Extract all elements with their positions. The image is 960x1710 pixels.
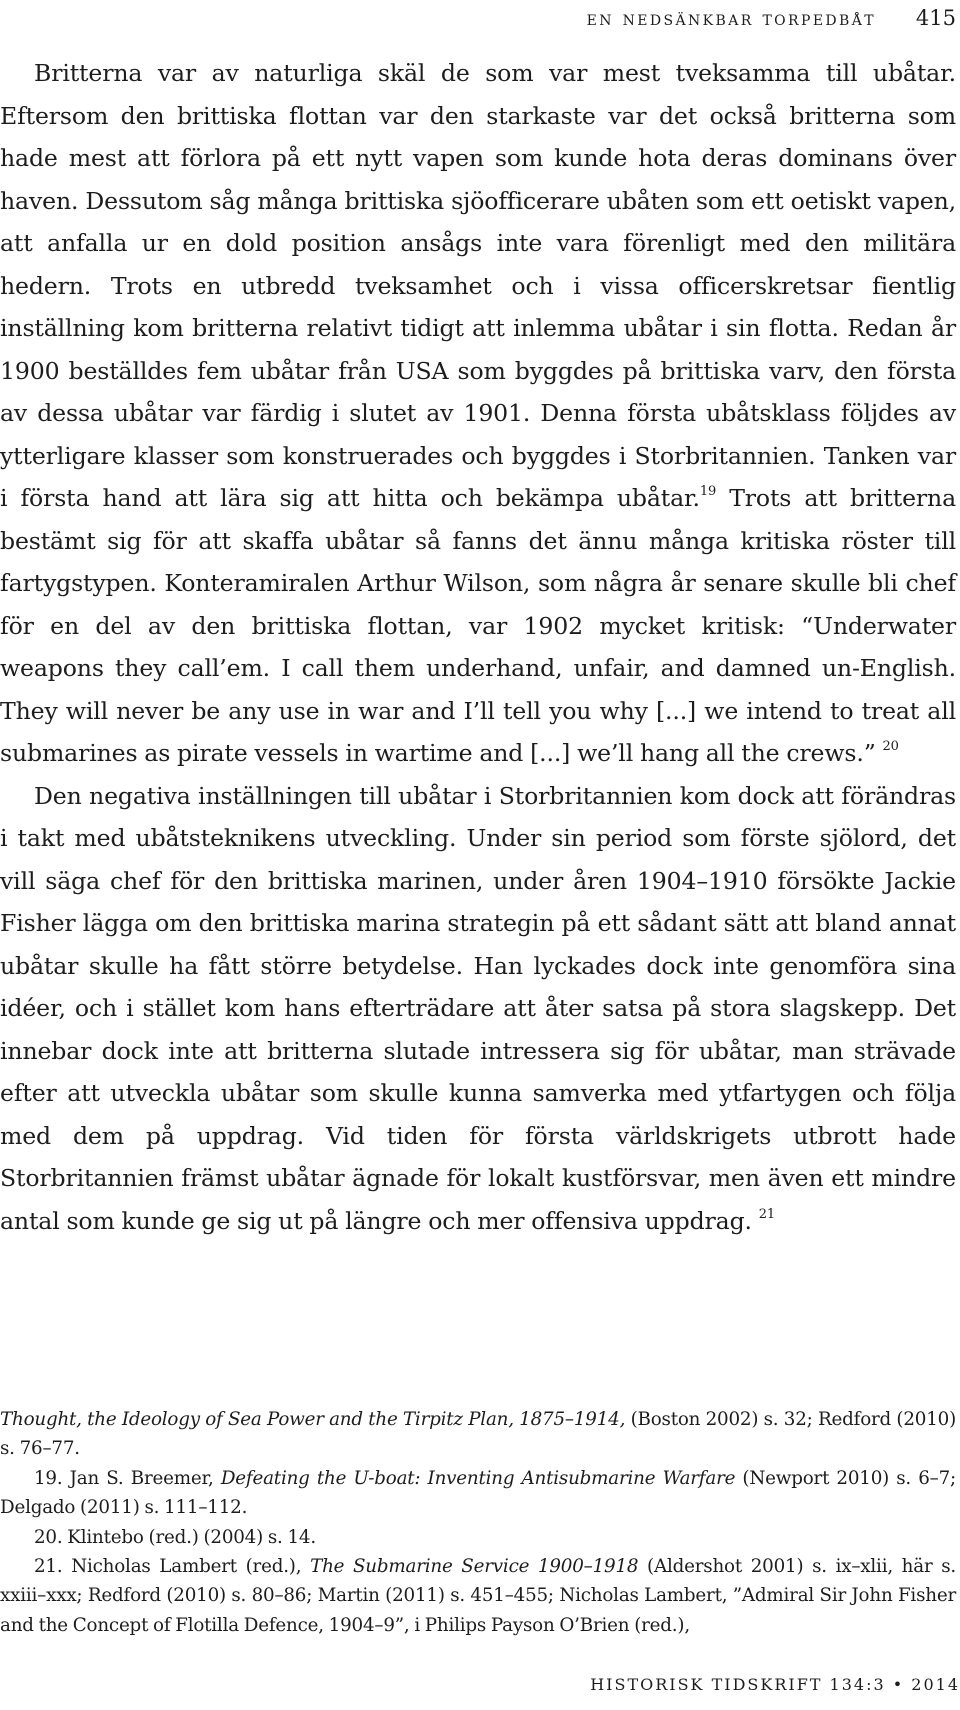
footnote-19-title: Defeating the U-boat: Inventing Antisubmarine Warfare [220,1467,736,1489]
footnote-19-number: 19. [34,1467,63,1489]
footnote-21-author: Nicholas Lambert (red.), [62,1556,311,1578]
footnote-21-title: The Submarine Service 1900–1918 [310,1556,639,1578]
footnote-20-number: 20. [34,1526,63,1548]
footnote-ref-19[interactable]: 19 [699,484,717,499]
footnote-continuation [0,1405,956,1464]
page-number: 415 [915,6,956,30]
footnote-continuation-title: Thought, the Ideology of Sea Power and the Tirpitz Plan, 1875–1914, [0,1409,626,1430]
footnote-continuation-rest: (Boston 2002) s. 32; Redford (2010) s. 76–77. [0,1409,957,1460]
body-text [0,52,956,1242]
footnote-19 [0,1464,956,1523]
footnote-21-rest: (Aldershot 2001) s. ix–xlii, här s. xxiii–xxx; Redford (2010) s. 80–86; Martin (2011) s. 451–455; Nicholas Lambert, ”Admiral Sir John Fisher and the Concept of Flotilla Defence, 1904–9”, i Philips Payson O’Brien (red.), [0,1556,957,1636]
footnote-19-rest: (Newport 2010) s. 6–7; Delgado (2011) s. 111–112. [0,1467,956,1519]
footnote-ref-20[interactable]: 20 [882,739,899,754]
footnote-21 [0,1552,956,1640]
paragraph-1-text-a: Britterna var av naturliga skäl de som var mest tveksamma till ubåtar. Eftersom den brittiska flottan var den starkaste var det också britterna som hade mest att förlora på ett nytt vapen som kunde hota deras dominans över haven. Dessutom såg många brittiska sjöofficerare ubåten som ett oetiskt vapen, att anfalla ur en dold position ansågs inte vara förenligt med den militära hedern. Trots en utbredd tveksamhet och i vissa officerskretsar fientlig inställning kom britterna relativt tidigt att inlemma ubåtar i sin flotta. Redan år 1900 beställdes fem ubåtar från USA som byggdes på brittiska varv, den första av dessa ubåtar var färdig i slutet av 1901. Denna första ubåtsklass följdes av ytterligare klasser som konstruerades och byggdes i Storbritannien. Tanken var i första hand att lära sig att hitta och bekämpa ubåtar. [0,59,956,512]
paragraph-2-text: Den negativa inställningen till ubåtar i Storbritannien kom dock att förändras i takt med ubåtsteknikens utveckling. Under sin period som förste sjölord, det vill säga chef för den brittiska marinen, under åren 1904–1910 försökte Jackie Fisher lägga om den brittiska marina strategin på ett sådant sätt att bland annat ubåtar skulle ha fått större betydelse. Han lyckades dock inte genomföra sina idéer, och i stället kom hans efterträdare att åter satsa på stora slagskepp. Det innebar dock inte att britterna slutade intressera sig för ubåtar, man strävade efter att utveckla ubåtar som skulle kunna samverka med ytfartygen och följa med dem på uppdrag. Vid tiden för första världskrigets utbrott hade Storbritannien främst ubåtar ägnade för lokalt kustförsvar, men även ett mindre antal som kunde ge sig ut på längre och mer offensiva uppdrag. [0,781,956,1235]
footnote-21-number: 21. [34,1556,63,1578]
running-head [0,6,956,40]
paragraph-2 [0,775,956,1243]
footnote-ref-21[interactable]: 21 [758,1206,775,1222]
running-head-title: en nedsänkbar torpedbåt [586,6,876,30]
footnote-20-text: Klintebo (red.) (2004) s. 14. [62,1526,316,1548]
paragraph-1 [0,52,956,775]
paragraph-1-text-b: Trots att britterna bestämt sig för att skaffa ubåtar så fanns det ännu många kritiska röster till fartygstypen. Konteramiralen Arthur Wilson, som några år senare skulle bli chef för en del av den brittiska flottan, var 1902 mycket kritisk: “Underwater weapons they call’em. I call them underhand, unfair, and damned un-English. They will never be any use in war and I’ll tell you why [...] we intend to treat all submarines as pirate vessels in wartime and [...] we’ll hang all the crews.” [0,484,956,767]
footnote-19-author: Jan S. Breemer, [62,1467,221,1489]
footnote-20 [0,1523,956,1552]
footnotes [0,1405,956,1640]
running-foot: HISTORISK TIDSKRIFT 134:3 • 2014 [590,1675,960,1694]
